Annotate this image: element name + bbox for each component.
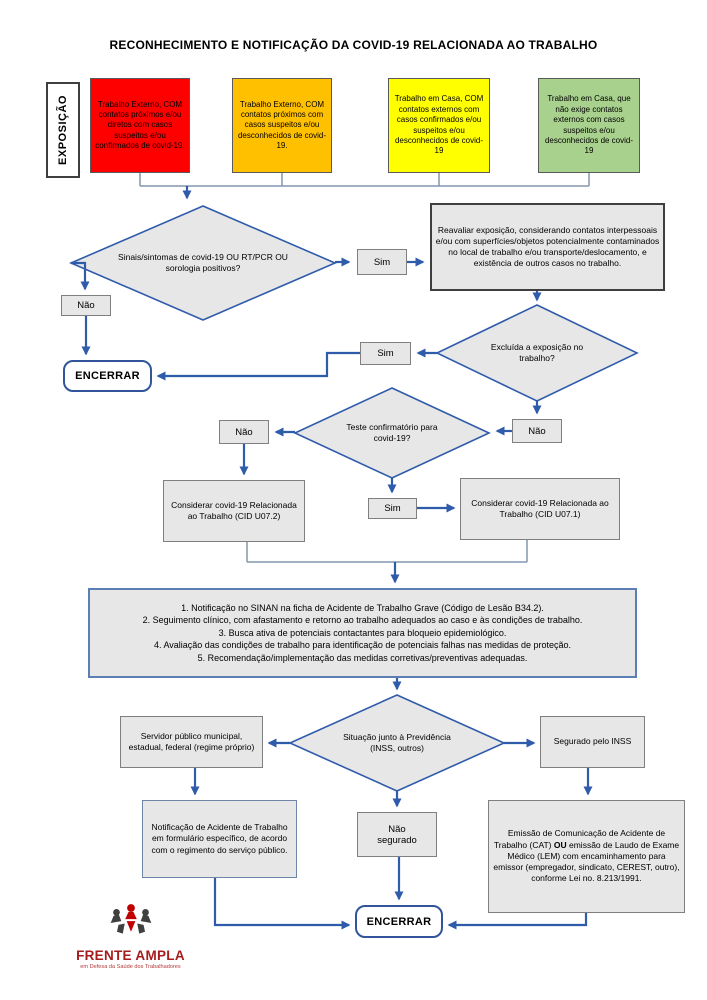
exposure-box-red [90,78,190,173]
people-circle-icon [102,902,160,944]
exposure-axis-label: EXPOSIÇÃO [57,95,69,165]
nao-segurado-text: Não segurado [377,823,417,846]
decision-previdencia-text: Situação junto à Previdência (INSS, outros) [343,731,451,753]
frente-ampla-logo [58,902,203,987]
acao-3: 3. Busca ativa de potenciais contactantes para bloqueio epidemiológico. [218,627,507,638]
cid-u072-box: Considerar covid-19 Relacionada ao Trabalho (CID U07.2) [163,480,305,542]
sim-box-3: Sim [368,498,417,519]
emissao-parte2: emissão de Laudo de Exame Médico (LEM) com encaminhamento para emissor (empregador, sindicato, CEREST, outro), conforme Lei no. 8.213/1991. [493,839,680,884]
decision-teste-text: Teste confirmatório para covid-19? [346,421,438,443]
sim-box-1: Sim [357,249,407,275]
page-title: RECONHECIMENTO E NOTIFICAÇÃO DA COVID-19 RELACIONADA AO TRABALHO [109,38,598,52]
exposure-axis-box [46,82,80,178]
exposure-box-green-text: Trabalho em Casa, que não exige contatos externos com casos suspeitos e/ou desconhecidos de covid-19 [544,94,634,156]
emissao-destaque: OU [553,839,567,850]
segurado-inss-box: Segurado pelo INSS [540,716,645,768]
exposure-box-orange-text: Trabalho Externo, COM contatos próximos com casos suspeitos e/ou desconhecidos de covid-19. [237,99,327,151]
emissao-cat-box [488,800,685,913]
acoes-box [88,588,637,678]
sim-box-2: Sim [360,342,411,365]
logo-name: FRENTE AMPLA [76,948,185,963]
nao-box-3: Não [512,419,562,443]
acao-5: 5. Recomendação/implementação das medidas corretivas/preventivas adequadas. [197,652,528,663]
acao-1: 1. Notificação no SINAN na ficha de Acidente de Trabalho Grave (Código de Lesão B34.2). [181,602,544,613]
reavaliar-box: Reavaliar exposição, considerando contatos interpessoais e/ou com superfícies/objetos potencialmente contaminados no local de trabalho e/ou transporte/deslocamento, e existência de outros casos no trabalho. [430,203,665,291]
exposure-box-green [538,78,640,173]
exposure-box-yellow [388,78,490,173]
emissao-parte1: Emissão de Comunicação de Acidente de Trabalho (CAT) [493,828,666,850]
servidor-publico-box: Servidor público municipal, estadual, federal (regime próprio) [120,716,263,768]
encerrar-box-1: ENCERRAR [63,360,152,392]
exposure-box-red-text: Trabalho Externo, COM contatos próximos e/ou diretos com casos suspeitos e/ou confirmados de covid-19. [95,99,185,151]
acao-2: 2. Seguimento clínico, com afastamento e retorno ao trabalho adequados ao caso e às condições de trabalho. [142,615,583,626]
cid-u071-box: Considerar covid-19 Relacionada ao Trabalho (CID U07.1) [460,478,620,540]
exposure-box-orange [232,78,332,173]
acao-4: 4. Avaliação das condições de trabalho para identificação de potenciais falhas nas medidas de proteção. [153,640,572,651]
decision-excluida-text: Excluída a exposição no trabalho? [490,341,584,363]
encerrar-box-2: ENCERRAR [355,905,443,938]
nao-segurado-box [357,812,437,857]
nao-box-1: Não [61,295,111,316]
logo-slogan: em Defesa da Saúde dos Trabalhadores [80,963,181,970]
notificacao-box: Notificação de Acidente de Trabalho em formulário específico, de acordo com o regimento do serviço público. [142,800,297,878]
decision-sinais-text: Sinais/sintomas de covid-19 OU RT/PCR OU sorologia positivos? [118,251,288,273]
exposure-box-yellow-text: Trabalho em Casa, COM contatos externos com casos confirmados e/ou suspeitos e/ou desconhecidos de covid-19 [394,94,484,156]
emissao-cat-text [492,828,681,884]
nao-box-2: Não [219,420,269,444]
